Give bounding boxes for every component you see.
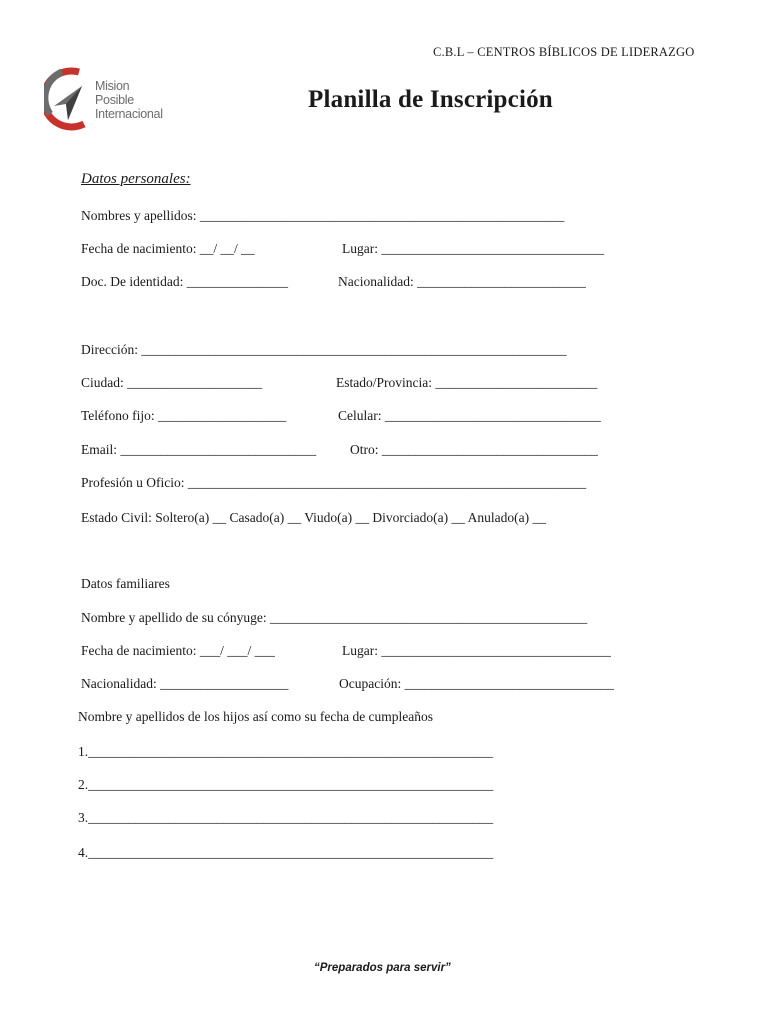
nationality-field[interactable]: Nacionalidad: _________________________	[338, 274, 586, 289]
spouse-occupation-field[interactable]: Ocupación: _______________________________	[339, 676, 614, 691]
section-heading-family: Datos familiares	[81, 576, 170, 591]
other-contact-field[interactable]: Otro: ________________________________	[350, 442, 598, 457]
child-field-4[interactable]: 4.____________________________________________________________	[78, 845, 494, 860]
logo-text-internacional: Internacional	[95, 107, 163, 121]
compass-arrow-icon	[44, 64, 90, 134]
state-field[interactable]: Estado/Provincia: ________________________	[336, 375, 598, 390]
landline-field[interactable]: Teléfono fijo: ___________________	[81, 408, 287, 423]
birth-place-field[interactable]: Lugar: _________________________________	[342, 241, 605, 256]
logo-text-mision: Mision	[95, 79, 130, 93]
address-field[interactable]: Dirección: _______________________________________________________________	[81, 342, 567, 357]
civil-status-field[interactable]: Estado Civil: Soltero(a) __ Casado(a) __ Viudo(a) __ Divorciado(a) __ Anulado(a) __	[81, 510, 546, 525]
organization-name: C.B.L – CENTROS BÍBLICOS DE LIDERAZGO	[433, 45, 695, 59]
birth-date-field[interactable]: Fecha de nacimiento: __/ __/ __	[81, 241, 255, 256]
logo-text-posible: Posible	[95, 93, 134, 107]
id-document-field[interactable]: Doc. De identidad: _______________	[81, 274, 288, 289]
city-field[interactable]: Ciudad: ____________________	[81, 375, 263, 390]
logo	[44, 64, 174, 136]
children-intro: Nombre y apellidos de los hijos así como su fecha de cumpleaños	[78, 709, 434, 724]
full-name-field[interactable]: Nombres y apellidos: ______________________________________________________	[81, 208, 565, 223]
child-field-3[interactable]: 3.____________________________________________________________	[78, 810, 494, 825]
profession-field[interactable]: Profesión u Oficio: ___________________________________________________________	[81, 475, 587, 490]
spouse-birth-place-field[interactable]: Lugar: __________________________________	[342, 643, 611, 658]
section-heading-personal: Datos personales:	[81, 171, 191, 187]
child-field-1[interactable]: 1.____________________________________________________________	[78, 744, 494, 759]
spouse-name-field[interactable]: Nombre y apellido de su cónyuge: _______________________________________________	[81, 610, 588, 625]
page-title: Planilla de Inscripción	[308, 86, 553, 113]
spouse-nationality-field[interactable]: Nacionalidad: ___________________	[81, 676, 289, 691]
mobile-field[interactable]: Celular: ________________________________	[338, 408, 601, 423]
email-field[interactable]: Email: _____________________________	[81, 442, 317, 457]
spouse-birth-date-field[interactable]: Fecha de nacimiento: ___/ ___/ ___	[81, 643, 275, 658]
footer-motto: “Preparados para servir”	[314, 962, 451, 974]
child-field-2[interactable]: 2.____________________________________________________________	[78, 777, 494, 792]
